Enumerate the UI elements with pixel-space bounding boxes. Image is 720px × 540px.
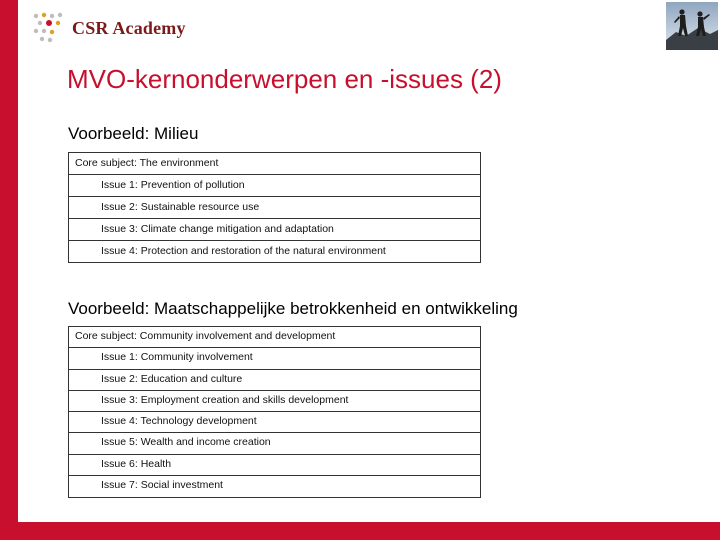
issue-row: Issue 2: Education and culture	[69, 370, 480, 391]
bottom-accent-bar	[0, 522, 720, 540]
environment-table	[68, 152, 481, 263]
slide-title: MVO-kernonderwerpen en -issues (2)	[67, 64, 502, 94]
section-heading-community: Voorbeeld: Maatschappelijke betrokkenheid en ontwikkeling	[68, 299, 518, 318]
logo-dots-icon	[30, 10, 70, 46]
section-heading-environment: Voorbeeld: Milieu	[68, 124, 199, 143]
issue-row: Issue 2: Sustainable resource use	[69, 197, 480, 219]
brand-name: CSR Academy	[72, 17, 186, 38]
hikers-photo	[666, 2, 718, 50]
issue-row: Issue 7: Social investment	[101, 479, 223, 492]
issue-row: Issue 4: Technology development	[69, 412, 480, 433]
left-accent-bar	[0, 0, 18, 540]
issue-row: Issue 1: Community involvement	[69, 348, 480, 369]
core-subject-row: Core subject: The environment	[69, 153, 480, 175]
issue-row: Issue 3: Climate change mitigation and adaptation	[69, 219, 480, 241]
issue-row: Issue 3: Employment creation and skills development	[69, 391, 480, 412]
issue-row: Issue 4: Protection and restoration of the natural environment	[101, 245, 386, 257]
csr-academy-logo	[30, 10, 186, 46]
community-table	[68, 326, 481, 498]
issue-row: Issue 5: Wealth and income creation	[69, 433, 480, 454]
issue-row: Issue 6: Health	[69, 455, 480, 476]
core-subject-row: Core subject: Community involvement and development	[69, 327, 480, 348]
issue-row: Issue 1: Prevention of pollution	[69, 175, 480, 197]
